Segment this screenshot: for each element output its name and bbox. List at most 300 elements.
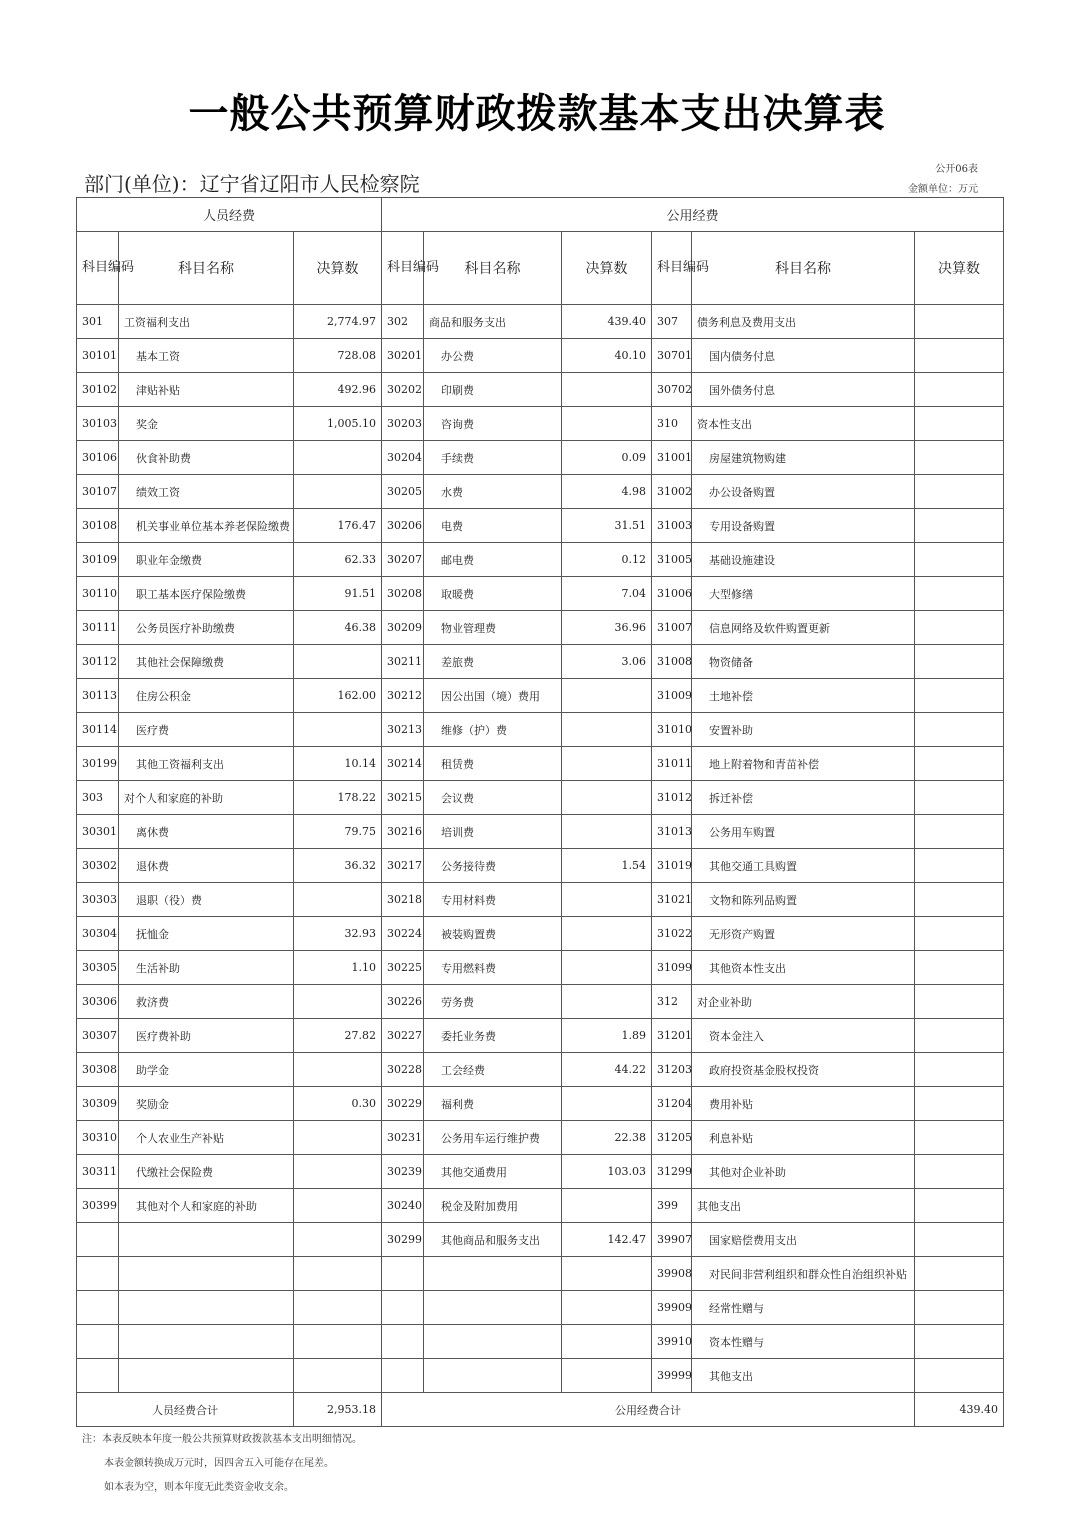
table-row: [77, 679, 1004, 713]
name-header: 科目名称: [424, 232, 562, 305]
subject-name: 抚恤金: [119, 917, 294, 951]
amount-value: 36.32: [294, 849, 382, 883]
subject-code: 30112: [77, 645, 119, 679]
subject-name: 资本性赠与: [692, 1325, 915, 1359]
amount-value: 439.40: [562, 305, 652, 339]
amount-value: 492.96: [294, 373, 382, 407]
subject-code: 30240: [382, 1189, 424, 1223]
subject-code: 39909: [652, 1291, 692, 1325]
table-row: [77, 1291, 1004, 1325]
subject-code: [77, 1359, 119, 1393]
amount-value: [294, 441, 382, 475]
subject-name: 对民间非营利组织和群众性自治组织补贴: [692, 1257, 915, 1291]
subject-name: 水费: [424, 475, 562, 509]
amount-value: [915, 1257, 1004, 1291]
subject-code: 39910: [652, 1325, 692, 1359]
subject-name: 国内债务付息: [692, 339, 915, 373]
subject-code: 30299: [382, 1223, 424, 1257]
amount-value: [915, 883, 1004, 917]
amount-value: [562, 407, 652, 441]
subject-code: 30212: [382, 679, 424, 713]
subject-name: 委托业务费: [424, 1019, 562, 1053]
amount-value: [294, 475, 382, 509]
subject-code: 30207: [382, 543, 424, 577]
subject-name: 奖金: [119, 407, 294, 441]
subject-code: [382, 1325, 424, 1359]
subject-name: 国外债务付息: [692, 373, 915, 407]
subject-name: 其他社会保障缴费: [119, 645, 294, 679]
subject-name: 职业年金缴费: [119, 543, 294, 577]
subject-code: 30205: [382, 475, 424, 509]
amount-value: 1,005.10: [294, 407, 382, 441]
amount-value: [915, 713, 1004, 747]
subject-name: 对企业补助: [692, 985, 915, 1019]
amount-value: 2,774.97: [294, 305, 382, 339]
amount-value: 36.96: [562, 611, 652, 645]
subject-code: 30231: [382, 1121, 424, 1155]
subject-name: [119, 1257, 294, 1291]
subject-code: 301: [77, 305, 119, 339]
note-line: 如本表为空，则本年度无此类资金收支余。: [104, 1482, 294, 1493]
table-row: [77, 1359, 1004, 1393]
subject-name: 其他交通费用: [424, 1155, 562, 1189]
amount-value: [294, 1189, 382, 1223]
subject-name: 奖励金: [119, 1087, 294, 1121]
subject-name: 大型修缮: [692, 577, 915, 611]
subject-code: 31007: [652, 611, 692, 645]
subject-name: 工会经费: [424, 1053, 562, 1087]
subject-code: 31201: [652, 1019, 692, 1053]
subject-code: 30301: [77, 815, 119, 849]
amount-value: 10.14: [294, 747, 382, 781]
amount-value: 27.82: [294, 1019, 382, 1053]
subject-name: 基本工资: [119, 339, 294, 373]
subject-code: 30218: [382, 883, 424, 917]
subject-name: 个人农业生产补贴: [119, 1121, 294, 1155]
amount-value: 22.38: [562, 1121, 652, 1155]
subject-name: 其他交通工具购置: [692, 849, 915, 883]
subject-code: 307: [652, 305, 692, 339]
subject-name: 因公出国（境）费用: [424, 679, 562, 713]
amount-value: 1.89: [562, 1019, 652, 1053]
subject-code: [77, 1325, 119, 1359]
subject-name: 国家赔偿费用支出: [692, 1223, 915, 1257]
amount-value: [915, 577, 1004, 611]
subject-code: [77, 1291, 119, 1325]
form-number: 公开06表: [935, 164, 978, 175]
subject-code: 30211: [382, 645, 424, 679]
subject-code: 312: [652, 985, 692, 1019]
expenditure-table: [76, 197, 1004, 1427]
subject-code: 30217: [382, 849, 424, 883]
subject-code: 31002: [652, 475, 692, 509]
table-row: [77, 441, 1004, 475]
subject-name: 福利费: [424, 1087, 562, 1121]
subject-name: 取暖费: [424, 577, 562, 611]
amount-value: 32.93: [294, 917, 382, 951]
table-row: [77, 713, 1004, 747]
subject-name: [119, 1359, 294, 1393]
table-row: [77, 1087, 1004, 1121]
subject-code: [77, 1257, 119, 1291]
amount-value: [294, 1053, 382, 1087]
amount-value: 0.09: [562, 441, 652, 475]
subject-name: 电费: [424, 509, 562, 543]
subject-code: 30209: [382, 611, 424, 645]
subject-name: 助学金: [119, 1053, 294, 1087]
amount-value: [562, 1087, 652, 1121]
table-row: [77, 815, 1004, 849]
amount-value: [915, 781, 1004, 815]
subject-name: 工资福利支出: [119, 305, 294, 339]
amount-value: 44.22: [562, 1053, 652, 1087]
subject-name: [119, 1223, 294, 1257]
subject-name: 其他支出: [692, 1359, 915, 1393]
subject-code: 31013: [652, 815, 692, 849]
subject-code: 30107: [77, 475, 119, 509]
subject-code: 30302: [77, 849, 119, 883]
amount-value: [294, 985, 382, 1019]
subject-code: 30109: [77, 543, 119, 577]
subject-name: 拆迁补偿: [692, 781, 915, 815]
table-row: [77, 1121, 1004, 1155]
amount-value: [294, 1291, 382, 1325]
subject-name: 印刷费: [424, 373, 562, 407]
subject-name: 救济费: [119, 985, 294, 1019]
code-header: 科目编码: [382, 232, 424, 305]
subject-name: 信息网络及软件购置更新: [692, 611, 915, 645]
amount-value: [915, 441, 1004, 475]
table-row: [77, 475, 1004, 509]
subject-code: 30204: [382, 441, 424, 475]
amount-value: [294, 1325, 382, 1359]
subject-code: 31204: [652, 1087, 692, 1121]
subject-name: 公务用车购置: [692, 815, 915, 849]
table-row: [77, 509, 1004, 543]
subject-code: 30114: [77, 713, 119, 747]
amount-value: [915, 373, 1004, 407]
personnel-header: 人员经费: [77, 198, 382, 232]
subject-code: 30305: [77, 951, 119, 985]
amount-value: 0.30: [294, 1087, 382, 1121]
subject-code: 30701: [652, 339, 692, 373]
table-row: [77, 951, 1004, 985]
table-row: [77, 373, 1004, 407]
subject-name: 机关事业单位基本养老保险缴费: [119, 509, 294, 543]
subject-name: 邮电费: [424, 543, 562, 577]
subject-code: [77, 1223, 119, 1257]
table-row: [77, 611, 1004, 645]
table-row: [77, 577, 1004, 611]
subject-name: 公务员医疗补助缴费: [119, 611, 294, 645]
subject-name: 商品和服务支出: [424, 305, 562, 339]
subject-code: 30108: [77, 509, 119, 543]
table-row: [77, 781, 1004, 815]
subject-code: 30101: [77, 339, 119, 373]
amount-value: [562, 1189, 652, 1223]
table-row: [77, 1053, 1004, 1087]
amount-value: [294, 1359, 382, 1393]
subject-name: 专用燃料费: [424, 951, 562, 985]
subject-code: 39908: [652, 1257, 692, 1291]
amount-value: [915, 1087, 1004, 1121]
subject-name: 其他对个人和家庭的补助: [119, 1189, 294, 1223]
amount-value: [915, 1019, 1004, 1053]
department-label: 部门(单位)：辽宁省辽阳市人民检察院: [84, 172, 420, 196]
subject-name: [424, 1359, 562, 1393]
amount-value: [562, 713, 652, 747]
subject-code: 31021: [652, 883, 692, 917]
subject-code: 30227: [382, 1019, 424, 1053]
amount-value: [294, 1155, 382, 1189]
subject-name: 专用设备购置: [692, 509, 915, 543]
subject-name: 会议费: [424, 781, 562, 815]
subject-code: 303: [77, 781, 119, 815]
subject-name: 费用补贴: [692, 1087, 915, 1121]
name-header: 科目名称: [692, 232, 915, 305]
subject-name: 退休费: [119, 849, 294, 883]
subject-code: 30202: [382, 373, 424, 407]
amount-value: [915, 543, 1004, 577]
subject-code: 31022: [652, 917, 692, 951]
subject-name: 被装购置费: [424, 917, 562, 951]
subject-name: 税金及附加费用: [424, 1189, 562, 1223]
table-row: [77, 1223, 1004, 1257]
amount-value: [915, 339, 1004, 373]
amount-value: 3.06: [562, 645, 652, 679]
subject-code: 39907: [652, 1223, 692, 1257]
amount-value: 4.98: [562, 475, 652, 509]
amount-value: [915, 1189, 1004, 1223]
table-row: [77, 407, 1004, 441]
subject-name: 职工基本医疗保险缴费: [119, 577, 294, 611]
amount-value: 7.04: [562, 577, 652, 611]
subject-name: [424, 1291, 562, 1325]
subject-name: 政府投资基金股权投资: [692, 1053, 915, 1087]
subject-code: 30226: [382, 985, 424, 1019]
subject-name: [424, 1257, 562, 1291]
subject-name: [119, 1325, 294, 1359]
table-row: [77, 747, 1004, 781]
subject-code: 30216: [382, 815, 424, 849]
amount-value: 31.51: [562, 509, 652, 543]
subject-name: 退职（役）费: [119, 883, 294, 917]
code-header: 科目编码: [77, 232, 119, 305]
amount-value: [562, 747, 652, 781]
amount-value: 62.33: [294, 543, 382, 577]
table-row: [77, 339, 1004, 373]
subject-name: 债务利息及费用支出: [692, 305, 915, 339]
subject-name: 咨询费: [424, 407, 562, 441]
subject-name: 其他资本性支出: [692, 951, 915, 985]
subject-name: 地上附着物和青苗补偿: [692, 747, 915, 781]
amount-value: [562, 883, 652, 917]
public-header: 公用经费: [382, 198, 1004, 232]
subject-code: 31001: [652, 441, 692, 475]
subject-code: 31009: [652, 679, 692, 713]
table-row: [77, 645, 1004, 679]
amount-value: [294, 1223, 382, 1257]
subject-code: 31019: [652, 849, 692, 883]
subject-code: 399: [652, 1189, 692, 1223]
subject-name: 公务用车运行维护费: [424, 1121, 562, 1155]
subject-name: 其他商品和服务支出: [424, 1223, 562, 1257]
amount-value: 46.38: [294, 611, 382, 645]
subject-name: 租赁费: [424, 747, 562, 781]
amount-header: 决算数: [294, 232, 382, 305]
subject-name: 其他支出: [692, 1189, 915, 1223]
subject-code: 30203: [382, 407, 424, 441]
amount-value: [915, 1325, 1004, 1359]
amount-value: [915, 1359, 1004, 1393]
table-row: [77, 985, 1004, 1019]
subject-code: 30229: [382, 1087, 424, 1121]
amount-value: [294, 1121, 382, 1155]
amount-header: 决算数: [915, 232, 1004, 305]
amount-value: [294, 645, 382, 679]
amount-value: [562, 679, 652, 713]
subject-name: 公务接待费: [424, 849, 562, 883]
subject-name: 物业管理费: [424, 611, 562, 645]
table-row: [77, 883, 1004, 917]
subject-name: 住房公积金: [119, 679, 294, 713]
amount-value: [915, 951, 1004, 985]
amount-value: [915, 407, 1004, 441]
subject-name: 经常性赠与: [692, 1291, 915, 1325]
subject-code: [382, 1291, 424, 1325]
subject-code: 30106: [77, 441, 119, 475]
subject-code: 30111: [77, 611, 119, 645]
amount-value: 178.22: [294, 781, 382, 815]
table-row: [77, 305, 1004, 339]
table-row: [77, 543, 1004, 577]
table-row: [77, 1155, 1004, 1189]
subject-name: 其他工资福利支出: [119, 747, 294, 781]
amount-value: [915, 917, 1004, 951]
subject-code: 30399: [77, 1189, 119, 1223]
subject-name: 津贴补贴: [119, 373, 294, 407]
subject-code: 31011: [652, 747, 692, 781]
amount-value: [915, 1155, 1004, 1189]
amount-value: 176.47: [294, 509, 382, 543]
subject-code: 31005: [652, 543, 692, 577]
subject-code: 30113: [77, 679, 119, 713]
subject-code: 30307: [77, 1019, 119, 1053]
subject-code: 31006: [652, 577, 692, 611]
subject-code: 31299: [652, 1155, 692, 1189]
public-total-value: 439.40: [915, 1393, 1004, 1427]
subject-name: 绩效工资: [119, 475, 294, 509]
amount-header: 决算数: [562, 232, 652, 305]
subject-name: 维修（护）费: [424, 713, 562, 747]
amount-value: 40.10: [562, 339, 652, 373]
amount-value: 103.03: [562, 1155, 652, 1189]
subject-code: 31003: [652, 509, 692, 543]
subject-name: 资本金注入: [692, 1019, 915, 1053]
amount-value: [915, 849, 1004, 883]
personnel-total-label: 人员经费合计: [77, 1393, 294, 1427]
amount-value: [915, 1223, 1004, 1257]
amount-value: 728.08: [294, 339, 382, 373]
subject-code: 30213: [382, 713, 424, 747]
code-header: 科目编码: [652, 232, 692, 305]
amount-value: [915, 815, 1004, 849]
subject-code: 30239: [382, 1155, 424, 1189]
amount-value: [915, 679, 1004, 713]
subject-name: 办公设备购置: [692, 475, 915, 509]
subject-code: 30224: [382, 917, 424, 951]
subject-name: 生活补助: [119, 951, 294, 985]
amount-value: 0.12: [562, 543, 652, 577]
amount-value: 1.54: [562, 849, 652, 883]
table-row: [77, 917, 1004, 951]
amount-value: 79.75: [294, 815, 382, 849]
amount-value: [562, 951, 652, 985]
note-line: 注：本表反映本年度一般公共预算财政拨款基本支出明细情况。: [82, 1434, 362, 1445]
subject-code: 30199: [77, 747, 119, 781]
subject-code: 30309: [77, 1087, 119, 1121]
amount-value: 162.00: [294, 679, 382, 713]
subject-code: 31008: [652, 645, 692, 679]
subject-code: 30311: [77, 1155, 119, 1189]
amount-unit: 金额单位：万元: [908, 184, 978, 195]
subject-code: 30110: [77, 577, 119, 611]
amount-value: 91.51: [294, 577, 382, 611]
amount-value: [562, 781, 652, 815]
subject-code: 30306: [77, 985, 119, 1019]
subject-name: [424, 1325, 562, 1359]
subject-code: 30103: [77, 407, 119, 441]
amount-value: [915, 645, 1004, 679]
table-row: [77, 849, 1004, 883]
subject-code: 31205: [652, 1121, 692, 1155]
amount-value: [915, 1291, 1004, 1325]
subject-code: 31010: [652, 713, 692, 747]
subject-name: 安置补助: [692, 713, 915, 747]
subject-name: 专用材料费: [424, 883, 562, 917]
subject-code: 31012: [652, 781, 692, 815]
amount-value: [915, 1121, 1004, 1155]
subject-code: 30303: [77, 883, 119, 917]
subject-name: 医疗费补助: [119, 1019, 294, 1053]
page-title: 一般公共预算财政拨款基本支出决算表: [188, 90, 886, 137]
amount-value: [915, 1053, 1004, 1087]
amount-value: [562, 985, 652, 1019]
subject-code: 30214: [382, 747, 424, 781]
subject-code: 39999: [652, 1359, 692, 1393]
subject-code: [382, 1359, 424, 1393]
subject-name: 劳务费: [424, 985, 562, 1019]
subject-name: 培训费: [424, 815, 562, 849]
subject-code: 30310: [77, 1121, 119, 1155]
personnel-total-value: 2,953.18: [294, 1393, 382, 1427]
table-row: [77, 1019, 1004, 1053]
subject-code: 31099: [652, 951, 692, 985]
amount-value: 142.47: [562, 1223, 652, 1257]
subject-name: 代缴社会保险费: [119, 1155, 294, 1189]
subject-name: 文物和陈列品购置: [692, 883, 915, 917]
subject-code: [382, 1257, 424, 1291]
amount-value: 1.10: [294, 951, 382, 985]
subject-name: 土地补偿: [692, 679, 915, 713]
amount-value: [562, 373, 652, 407]
amount-value: [915, 611, 1004, 645]
subject-code: 30225: [382, 951, 424, 985]
name-header: 科目名称: [119, 232, 294, 305]
subject-code: 30308: [77, 1053, 119, 1087]
footnotes: [82, 1428, 362, 1500]
table-row: [77, 1189, 1004, 1223]
